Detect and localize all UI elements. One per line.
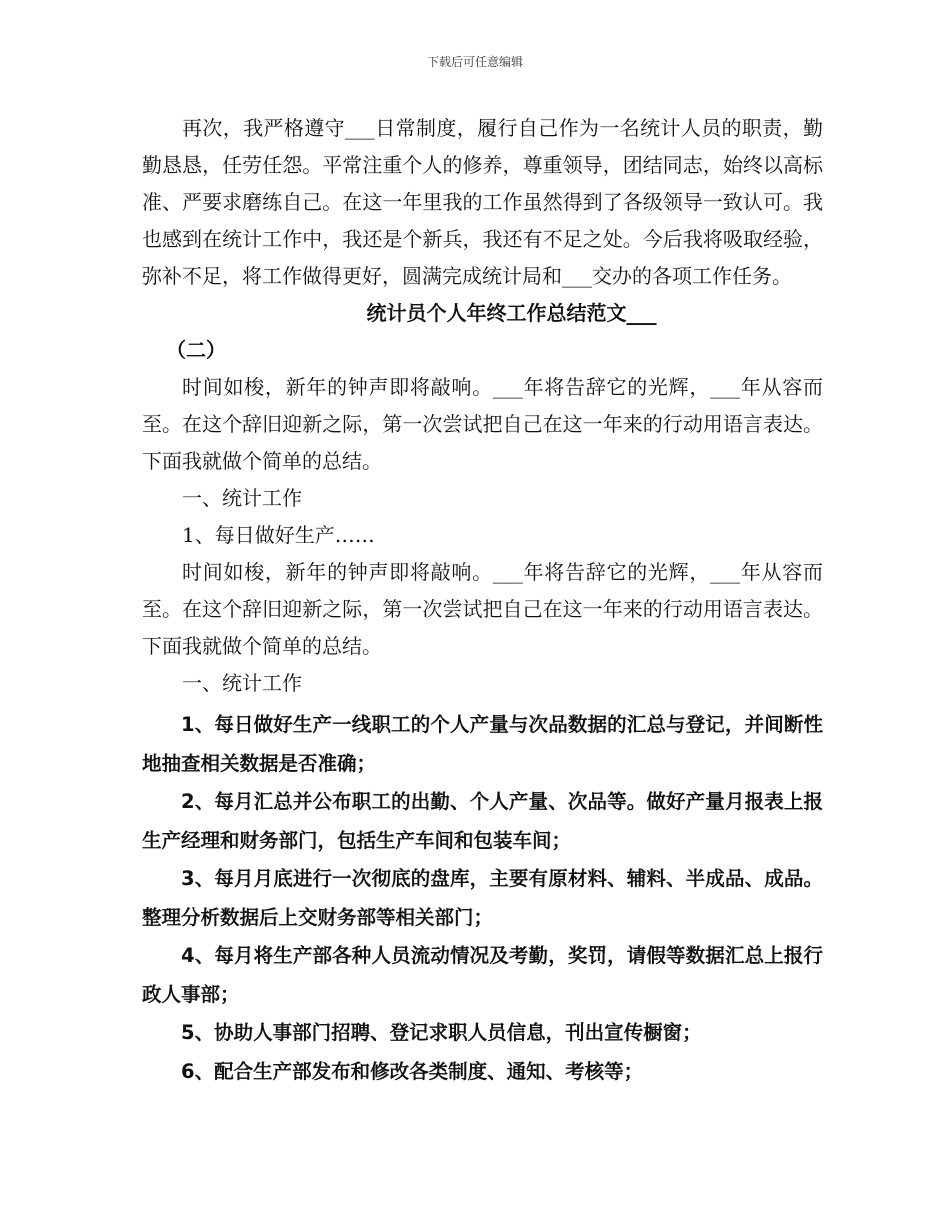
list-item: 1、每日做好生产一线职工的个人产量与次品数据的汇总与登记，并间断性地抽查相关数据是否准确； [142, 713, 823, 775]
paragraph-opening-repeat: 时间如梭，新年的钟声即将敲响。___年将告辞它的光辉，___年从容而至。在这个辞旧迎新之际，第一次尝试把自己在这一年来的行动用语言表达。下面我就做个简单的总结。 [142, 560, 823, 658]
list-item: 3、每月月底进行一次彻底的盘库，主要有原材料、辅料、半成品、成品。整理分析数据后上交财务部等相关部门； [142, 867, 823, 929]
subsection-heading: 1、每日做好生产…… [182, 523, 375, 547]
paragraph-intro: 再次，我严格遵守___日常制度，履行自己作为一名统计人员的职责，勤勤恳恳，任劳任怨。平常注重个人的修养，尊重领导，团结同志，始终以高标准、严要求磨练自己。在这一年里我的工作虽然得到了各级领导一致认可。我也感到在统计工作中，我还是个新兵，我还有不足之处。今后我将吸取经验，弥补不足，将工作做得更好，圆满完成统计局和___交办的各项工作任务。 [142, 116, 823, 288]
list-item: 6、配合生产部发布和修改各类制度、通知、考核等； [181, 1059, 644, 1083]
section-heading: 一、统计工作 [182, 486, 302, 510]
page-header: 下载后可任意编辑 [426, 55, 523, 69]
document-title: 统计员个人年终工作总结范文___ [366, 301, 657, 325]
list-item: 4、每月将生产部各种人员流动情况及考勤，奖罚，请假等数据汇总上报行政人事部； [142, 944, 823, 1006]
section-heading-repeat: 一、统计工作 [182, 671, 302, 695]
list-item: 2、每月汇总并公布职工的出勤、个人产量、次品等。做好产量月报表上报生产经理和财务部门，包括生产车间和包装车间； [142, 790, 823, 852]
document-body [142, 110, 823, 1091]
list-item: 5、协助人事部门招聘、登记求职人员信息，刊出宣传橱窗； [181, 1021, 702, 1044]
paragraph-opening: 时间如梭，新年的钟声即将敲响。___年将告辞它的光辉，___年从容而至。在这个辞旧迎新之际，第一次尝试把自己在这一年来的行动用语言表达。下面我就做个简单的总结。 [142, 375, 823, 473]
document-subtitle: （二） [166, 338, 226, 362]
